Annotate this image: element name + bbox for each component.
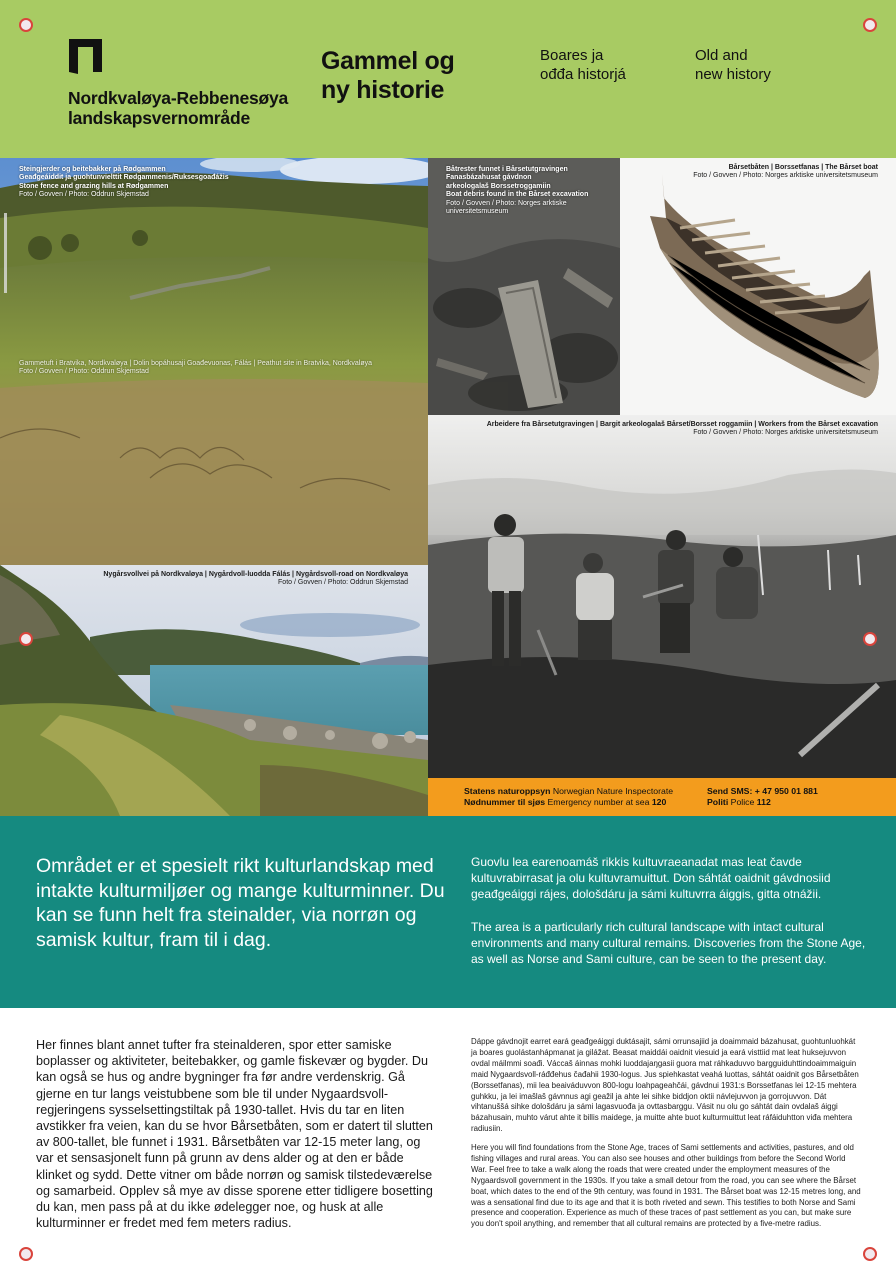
intro-sami: Guovlu lea earenoamáš rikkis kultuvraeanadat mas leat čavde kultuvrabirrasat ja olu kultuvramuittut. Don sáhtát oaidnit gávdnosiid geađgeáiggi rájes, dološdáru ja sámi kultuvrra áiggis, gitta otnážii.: [471, 855, 831, 902]
mounting-hole-icon: [19, 1247, 33, 1261]
emergency-number[interactable]: 120: [651, 797, 667, 807]
caption-line: Bårsetbåten | Borssetfanas | The Bårset boat: [728, 164, 878, 171]
caption-line: Nygårsvollvei på Nordkvaløya | Nygårdvoll-luodda Fálás | Nygårdsvoll-road on Nordkvaløya: [103, 571, 408, 578]
emergency-english: Emergency number at sea: [547, 797, 650, 807]
caption-line: Arbeidere fra Bårsetutgravingen | Bargit arkeologalaš Bårset/Borsset roggamiin | Workers from the Bårset excavation: [486, 421, 878, 428]
inspectorate-name: Statens naturoppsyn: [464, 786, 551, 796]
title-line: Old and: [695, 47, 748, 64]
photo-boat-debris: [428, 158, 620, 415]
photo-nygardsvoll-road: [0, 565, 428, 816]
caption-boat-debris: [446, 166, 588, 216]
org-name-line: landskapsvernområde: [68, 108, 250, 128]
caption-line: Gammetuft i Bratvika, Nordkvaløya | Dolin bopáhusaji Goađevuonas, Fálás | Peathut site in Bratvika, Nordkvaløya: [19, 360, 373, 367]
caption-line: arkeologalaš Borssetroggamiin: [446, 182, 551, 190]
intro-english: The area is a particularly rich cultural landscape with intact cultural environments and many cultural remains. Discoveries from the Stone Age, as well as Norse and Sami culture, can be seen to the present day.: [471, 920, 866, 967]
police-english: Police: [730, 797, 755, 807]
gateway-logo-icon: [69, 39, 102, 74]
barset-boat-image: [620, 158, 896, 415]
caption-line: Geađgeáiddit ja guohtunvielttit Rødgammenis/Ruksesgoađážis: [19, 174, 229, 182]
photo-rodgammen-hillside: [0, 158, 428, 565]
photo-excavation-workers: [428, 415, 896, 778]
body-english: Here you will find foundations from the Stone Age, traces of Sami settlements and activities, pastures, and old fishing villages and rural areas. You can also see houses and other buildings from before the Second World War. Feel free to take a walk along the roads that were created under the employment measures of the Nygaardsvoll government in the 1930s. If you take a small detour from the road, you can see where the Bårset boat, which dates to the end of the 9th century, was found in 1931. The Bårset boat was 12-15 metres long, and was a sensational find due to its age and that it is both riveted and sewn. This testifies to both Norse and Sami presence and cooperation. Experience as much of these traces of past settlement as you can, but make sure you don't spoil anything, and remember that all cultural remains are protected by a five-metre radius.: [471, 1143, 861, 1229]
caption-line: Båtrester funnet i Bårsetutgravingen: [446, 166, 568, 173]
caption-line: Foto / Govven / Photo: Norges arktiske: [446, 199, 567, 207]
title-norwegian: [321, 47, 454, 105]
title-line: ny historie: [321, 76, 445, 104]
mounting-hole-icon: [19, 18, 33, 32]
police-label: Politi: [707, 797, 729, 807]
caption-line: Boat debris found in the Bårset excavation: [446, 191, 589, 199]
police-number[interactable]: 112: [756, 797, 771, 807]
caption-line: Stone fence and grazing hills at Rødgammen: [19, 182, 169, 190]
caption-line: Foto / Govven / Photo: Oddrun Skjemstad: [19, 368, 149, 376]
caption-line: Foto / Govven / Photo: Norges arktiske universitetsmuseum: [693, 429, 878, 437]
caption-line: universitetsmuseum: [446, 208, 509, 216]
road-image: [0, 565, 428, 816]
organization-name: [68, 88, 288, 128]
sms-number[interactable]: Send SMS: + 47 950 01 881: [707, 786, 818, 796]
title-english: [695, 47, 771, 84]
mounting-hole-icon: [19, 632, 33, 646]
caption-road: [103, 571, 408, 588]
caption-line: Foto / Govven / Photo: Norges arktiske universitetsmuseum: [693, 172, 878, 180]
caption-rodgammen: [19, 166, 229, 200]
emergency-contact-strip: [428, 778, 896, 816]
caption-barset-boat: [693, 164, 878, 181]
mounting-hole-icon: [863, 632, 877, 646]
title-sami: [540, 47, 626, 84]
header-banner: [0, 0, 896, 158]
body-sami: Dáppe gávdnojit earret eará geađgeáiggi duktásajit, sámi orrunsajiid ja doaimmaid bázahusat, guohtunluohkát ja boares guolástanhápmanat ja gilážat. Beasat maiddái oaidnit viesuid ja eará visttiid mat leat huksejuvvon ovdal máilmmi soađi. Váccaš áinnas mohki luoddajaŋgasii guora mat ráhkaduvvo bargguiduhttindoaimmaiguin maid Nygaardsvoll-ráđđehus čađahii 1930-logus. Jus spiehkastat veahá luottas, sáhtát oaidnit gos Bårsetbåten (Borssetfanas), mii lea beaiváduvvon 800-logu loahpageahčái, gávdnui 1931:s Borssetfanas lei 12-15 mehtera guhkku, ja lei imašlaš gávnnus agi geažil ja ahte lei sihke biddjon oktii návlejuvvon ja gorrojuvvon. Dát vihtanuššá sihke dološdáru ja sámi lagasvuođa ja ovttasbarggu. Vásit nu olu go sáhtát dain ovdalaš áiggi bázahusain, muhto várut ahte it billis maidege, ja muitte ahte buot kulturmuittut leat ráfáiduhtton viđa mehtera radiusiin.: [471, 1037, 859, 1134]
caption-line: Foto / Govven / Photo: Oddrun Skjemstad: [19, 191, 149, 199]
caption-workers: [487, 421, 878, 438]
inspectorate-english: Norwegian Nature Inspectorate: [552, 786, 674, 796]
title-line: Boares ja: [540, 47, 604, 64]
contact-column-left: [464, 786, 673, 808]
org-name-line: Nordkvaløya-Rebbenesøya: [68, 88, 289, 108]
workers-image: [428, 415, 896, 778]
title-line: ođđa historjá: [540, 65, 626, 83]
caption-line: Steingjerder og beitebakker på Rødgammen: [19, 166, 166, 173]
mounting-hole-icon: [863, 18, 877, 32]
caption-line: Fanasbázahusat gávdnon: [446, 174, 532, 182]
title-line: new history: [695, 65, 771, 83]
intro-norwegian: Området er et spesielt rikt kulturlandskap med intakte kulturmiljøer og mange kulturminner. Du kan se funn helt fra steinalder, via norrøn og samisk kultur, fram til i dag.: [36, 855, 445, 951]
photo-barset-boat: [620, 158, 896, 415]
mounting-hole-icon: [863, 1247, 877, 1261]
caption-bratvika: [19, 360, 372, 377]
emergency-label: Nødnummer til sjøs: [464, 797, 546, 807]
body-norwegian: Her finnes blant annet tufter fra steinalderen, spor etter samiske boplasser og aktiviteter, beitebakker, og gamle fiskevær og bygder. Du kan også se hus og andre bygninger fra før andre verdenskrig. Gå gjerne en tur langs veistubbene som ble til under Nygaardsvoll-regjeringens sysselsettingstiltak på 1930-tallet. Hvis du tar en liten avstikker fra veien, kan du se hvor Bårsetbåten, som er datert til slutten av 800-tallet, ble funnet i 1931. Bårsetbåten var 12-15 meter lang, og var et sensasjonelt funn på grunn av dens alder og at den er både klinket og sydd. Dette vitner om både norrøn og samisk tilstedeværelse og samarbeid. Opplev så mye av disse sporene etter tidligere bosetting du kan, men pass på at du ikke ødelegger noe, og husk at alle kulturminner er fredet med fem meters radius.: [36, 1038, 433, 1231]
caption-line: Foto / Govven / Photo: Oddrun Skjemstad: [278, 579, 408, 587]
contact-column-right: [707, 786, 818, 808]
title-line: Gammel og: [321, 47, 455, 75]
intro-band: [0, 816, 896, 1008]
